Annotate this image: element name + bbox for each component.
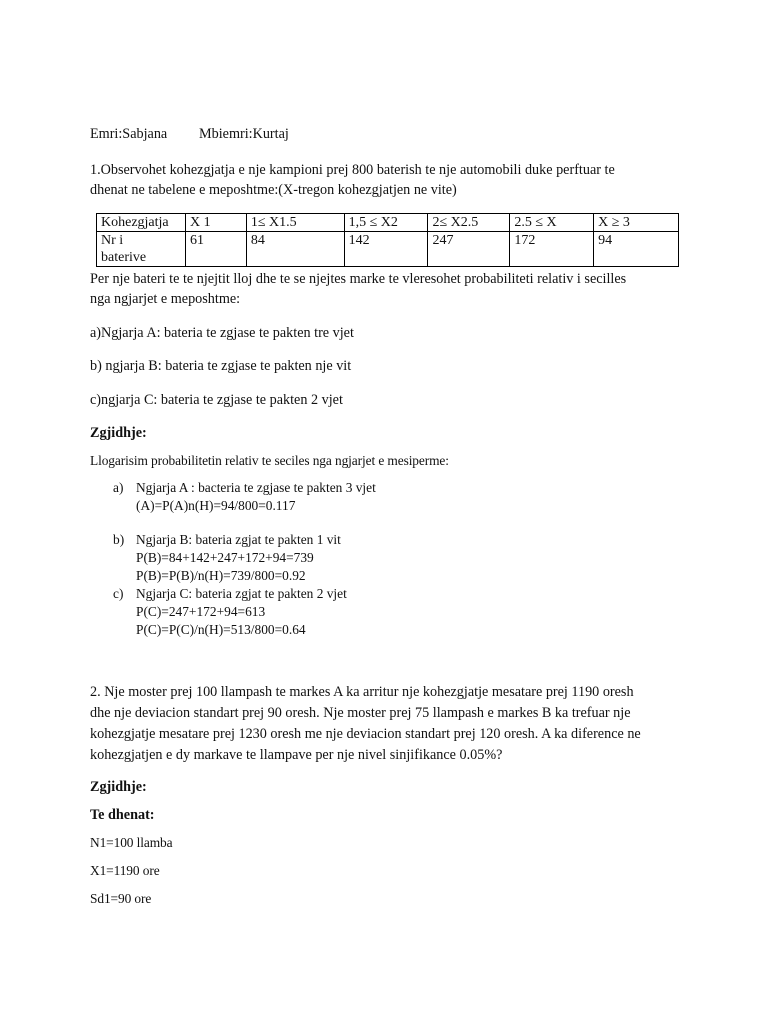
table-cell: 142 xyxy=(344,232,428,267)
list-item-line: Ngjarja C: bateria zgjat te pakten 2 vjet xyxy=(136,586,347,601)
table-cell: 94 xyxy=(594,232,679,267)
table-cell: 1,5 ≤ X2 xyxy=(344,214,428,232)
table-cell: 247 xyxy=(428,232,510,267)
table-row xyxy=(97,232,679,267)
problem2-line2: dhe nje deviacion standart prej 90 oresh. Nje moster prej 75 llampash e markes B ka trefuar nje xyxy=(90,705,631,721)
table-cell: X 1 xyxy=(185,214,246,232)
list-item-line: P(C)=P(C)/n(H)=513/800=0.64 xyxy=(136,622,306,637)
table-cell-label xyxy=(97,232,186,267)
list-item-line: Ngjarja B: bateria zgjat te pakten 1 vit xyxy=(136,532,341,547)
list-item-line: P(C)=247+172+94=613 xyxy=(136,604,266,619)
table-label-line2: baterive xyxy=(101,250,147,265)
problem1-intro-line1: 1.Observohet kohezgjatja e nje kampioni prej 800 baterish te nje automobili duke perftuar te xyxy=(90,162,615,178)
solution-heading-2: Zgjidhje: xyxy=(90,779,147,795)
list-item-line: Ngjarja A : bacteria te zgjase te pakten 3 vjet xyxy=(136,480,376,495)
solution-intro: Llogarisim probabilitetin relativ te seciles nga ngjarjet e mesiperme: xyxy=(90,453,449,468)
table-row xyxy=(97,214,679,232)
list-item-line: P(B)=84+142+247+172+94=739 xyxy=(136,550,314,565)
table-cell: 1≤ X1.5 xyxy=(246,214,344,232)
battery-lifetime-table xyxy=(96,213,679,267)
table-cell: Kohezgjatja xyxy=(97,214,186,232)
table-label-line1: Nr i xyxy=(101,233,124,248)
event-c: c)ngjarja C: bateria te zgjase te pakten 2 vjet xyxy=(90,392,343,408)
table-cell: X ≥ 3 xyxy=(594,214,679,232)
table-cell: 84 xyxy=(246,232,344,267)
value-n1: N1=100 llamba xyxy=(90,835,173,850)
student-surname: Mbiemri:Kurtaj xyxy=(199,126,289,142)
problem1-intro-line2: dhenat ne tabelene e meposhtme:(X-tregon kohezgjatjen ne vite) xyxy=(90,182,457,198)
list-item-line: P(B)=P(B)/n(H)=739/800=0.92 xyxy=(136,568,306,583)
event-b: b) ngjarja B: bateria te zgjase te pakten nje vit xyxy=(90,358,352,374)
problem1-question-line1: Per nje bateri te te njejtit lloj dhe te se njejtes marke te vleresohet probabiliteti relativ i secilles xyxy=(90,271,627,287)
value-x1: X1=1190 ore xyxy=(90,863,160,878)
event-a: a)Ngjarja A: bateria te zgjase te pakten tre vjet xyxy=(90,325,354,341)
list-item-line: (A)=P(A)n(H)=94/800=0.117 xyxy=(136,498,296,513)
table-cell: 61 xyxy=(185,232,246,267)
problem1-question-line2: nga ngjarjet e meposhtme: xyxy=(90,291,241,307)
table-cell: 2.5 ≤ X xyxy=(510,214,594,232)
solution-heading-1: Zgjidhje: xyxy=(90,425,147,441)
list-item-marker: b) xyxy=(113,532,125,547)
problem2-line4: kohezgjatjen e dy markave te llampave per nje nivel sinjifikance 0.05%? xyxy=(90,747,503,763)
value-sd1: Sd1=90 ore xyxy=(90,891,152,906)
table-cell: 2≤ X2.5 xyxy=(428,214,510,232)
list-item-marker: a) xyxy=(113,480,124,495)
table-cell: 172 xyxy=(510,232,594,267)
data-heading: Te dhenat: xyxy=(90,807,155,823)
problem2-line3: kohezgjatje mesatare prej 1230 oresh me nje deviacion standart prej 120 oresh. A ka diference ne xyxy=(90,726,641,742)
problem2-line1: 2. Nje moster prej 100 llampash te markes A ka arritur nje kohezgjatje mesatare prej 1190 oresh xyxy=(90,684,634,700)
student-name: Emri:Sabjana xyxy=(90,126,168,142)
list-item-marker: c) xyxy=(113,586,124,601)
